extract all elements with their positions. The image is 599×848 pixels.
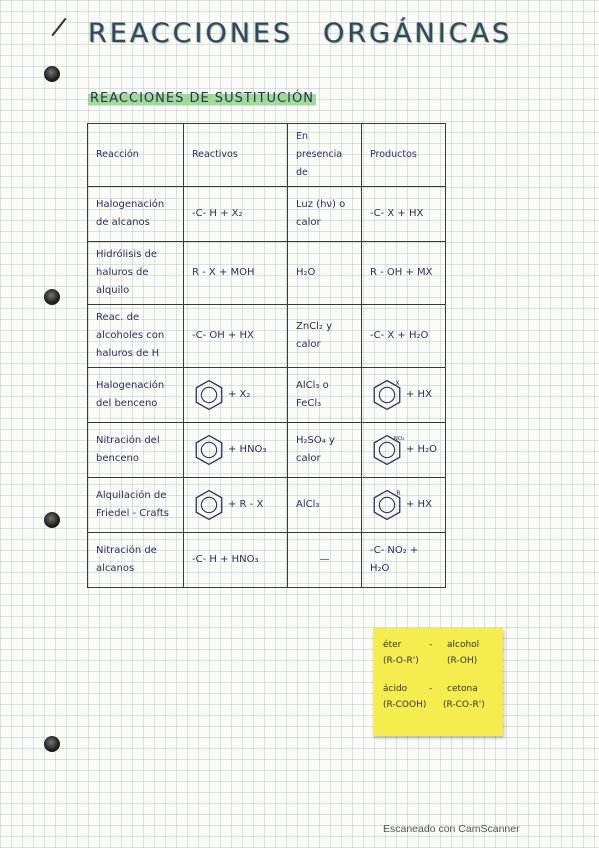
- reaction-cell: Halogenación de alcanos: [88, 187, 184, 242]
- products-cell: -C- X + HX: [362, 187, 446, 242]
- note-acid: ácido: [383, 684, 408, 694]
- note-ketone-formula: (R-CO-R'): [443, 700, 485, 710]
- reactants-cell: [184, 423, 288, 478]
- reactant-text: + R - X: [228, 499, 264, 510]
- benzene-ring-icon: [370, 378, 404, 412]
- binder-hole: [44, 512, 60, 528]
- products-cell: [362, 423, 446, 478]
- table-row: [88, 533, 446, 588]
- reactants-cell: -C- H + HNO₃: [184, 533, 288, 588]
- table-row: [88, 187, 446, 242]
- reactant-text: + HNO₃: [228, 444, 267, 455]
- benzene-ring-icon: [192, 433, 226, 467]
- note-dash: -: [429, 684, 433, 694]
- table-header-row: [88, 124, 446, 187]
- conditions-cell: ZnCl₂ y calor: [288, 305, 362, 368]
- header-conditions: En presencia de: [288, 124, 362, 187]
- reaction-cell: Reac. de alcoholes con haluros de H: [88, 305, 184, 368]
- table-row: [88, 478, 446, 533]
- note-alcohol: alcohol: [447, 640, 480, 650]
- benzene-ring-icon: [192, 378, 226, 412]
- note-ketone: cetona: [447, 684, 478, 694]
- pen-mark: [51, 18, 66, 37]
- page-title: [88, 18, 512, 49]
- benzene-ring-icon: [370, 488, 404, 522]
- substituent-label: NO₂: [393, 435, 404, 442]
- title-word-1: REACCIONES: [88, 18, 294, 49]
- title-word-2: ORGÁNICAS: [323, 18, 513, 49]
- note-alcohol-formula: (R-OH): [447, 656, 478, 666]
- reactants-cell: -C- H + X₂: [184, 187, 288, 242]
- table-row: [88, 423, 446, 478]
- substituent-label: R: [396, 489, 401, 497]
- benzene-ring-icon: [192, 488, 226, 522]
- reactants-cell: [184, 368, 288, 423]
- section-subtitle: REACCIONES DE SUSTITUCIÓN: [90, 91, 314, 106]
- conditions-cell: H₂O: [288, 242, 362, 305]
- conditions-cell: AlCl₃ o FeCl₃: [288, 368, 362, 423]
- benzene-ring-icon: [370, 433, 404, 467]
- header-products: Productos: [362, 124, 446, 187]
- products-cell: -C- NO₂ + H₂O: [362, 533, 446, 588]
- product-text: + HX: [406, 499, 432, 510]
- conditions-cell: Luz (hν) o calor: [288, 187, 362, 242]
- reactants-cell: -C- OH + HX: [184, 305, 288, 368]
- note-ether-formula: (R-O-R'): [383, 656, 419, 666]
- product-text: + H₂O: [406, 444, 437, 455]
- reaction-cell: Nitración del benceno: [88, 423, 184, 478]
- note-ether: éter: [383, 640, 402, 650]
- reactions-table: [87, 123, 446, 588]
- products-cell: [362, 368, 446, 423]
- reactants-cell: [184, 478, 288, 533]
- header-reactants: Reactivos: [184, 124, 288, 187]
- table-row: [88, 242, 446, 305]
- sticky-note: [373, 628, 503, 736]
- binder-hole: [44, 736, 60, 752]
- reaction-cell: Alquilación de Friedel - Crafts: [88, 478, 184, 533]
- conditions-cell: —: [288, 533, 362, 588]
- note-acid-formula: (R-COOH): [383, 700, 427, 710]
- product-text: + HX: [406, 389, 432, 400]
- reaction-cell: Nitración de alcanos: [88, 533, 184, 588]
- binder-hole: [44, 289, 60, 305]
- products-cell: [362, 478, 446, 533]
- note-dash: -: [429, 640, 433, 650]
- conditions-cell: H₂SO₄ y calor: [288, 423, 362, 478]
- table-row: [88, 305, 446, 368]
- header-reaction: Reacción: [88, 124, 184, 187]
- reaction-cell: Hidrólisis de haluros de alquilo: [88, 242, 184, 305]
- products-cell: -C- X + H₂O: [362, 305, 446, 368]
- binder-hole: [44, 66, 60, 82]
- reactants-cell: R - X + MOH: [184, 242, 288, 305]
- table-row: [88, 368, 446, 423]
- conditions-cell: AlCl₃: [288, 478, 362, 533]
- scanner-watermark: Escaneado con CamScanner: [383, 823, 520, 835]
- reactant-text: + X₂: [228, 389, 251, 400]
- reaction-cell: Halogenación del benceno: [88, 368, 184, 423]
- products-cell: R - OH + MX: [362, 242, 446, 305]
- substituent-label: X: [395, 379, 400, 387]
